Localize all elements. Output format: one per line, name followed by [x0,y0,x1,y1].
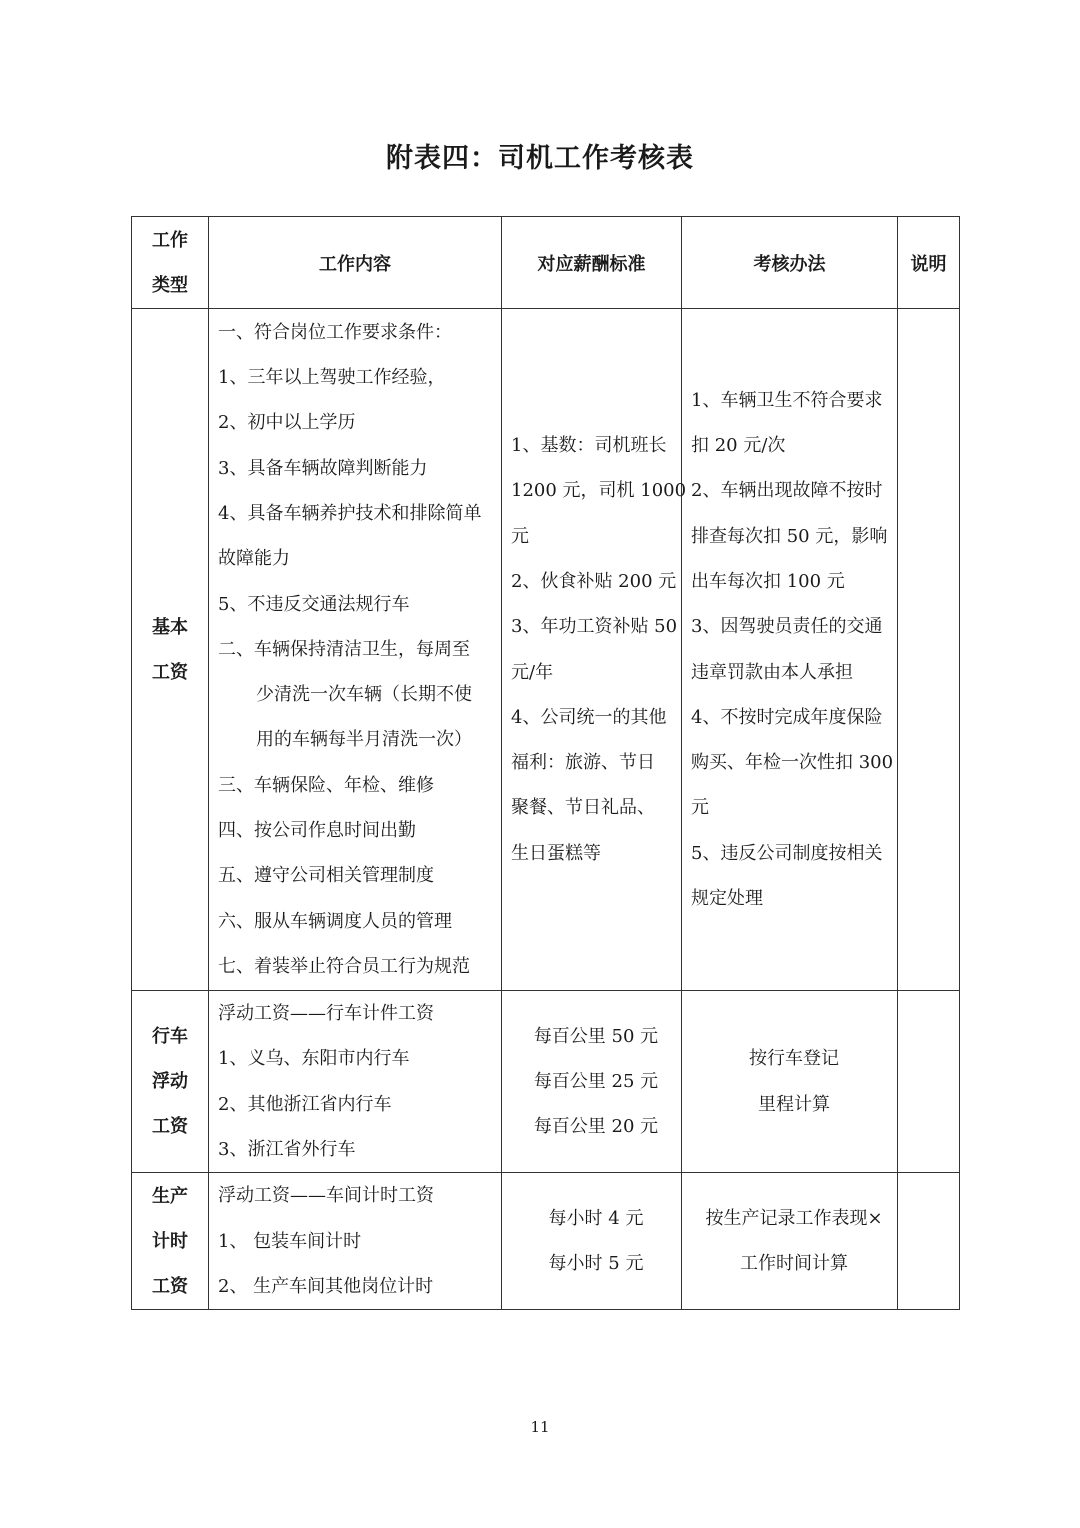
content-line: 2、 生产车间其他岗位计时 [218,1275,434,1297]
content-line: 5、不违反交通法规行车 [218,593,410,615]
content-line: 少清洗一次车辆（长期不使 [256,684,472,706]
type-label-line: 工资 [152,661,188,683]
salary-line: 元/年 [511,661,554,683]
type-label-line: 计时 [152,1230,188,1252]
type-cell [132,1173,209,1310]
method-cell [682,1173,898,1310]
method-line: 1、车辆卫生不符合要求 [691,389,883,411]
content-line: 浮动工资——车间计时工资 [218,1185,434,1207]
content-line: 3、具备车辆故障判断能力 [218,457,428,479]
method-line: 元 [691,797,709,819]
table-row [132,1173,960,1310]
method-line: 购买、年检一次性扣 300 [691,752,894,774]
type-label-line: 生产 [152,1185,188,1207]
salary-line: 1200 元，司机 1000 [511,480,687,502]
salary-line: 每百公里 20 元 [533,1116,659,1138]
salary-line: 4、公司统一的其他 [511,706,667,728]
type-cell [132,991,209,1173]
method-line: 里程计算 [758,1093,830,1115]
salary-line: 1、基数：司机班长 [511,435,667,457]
note-cell [898,309,960,991]
salary-line: 每小时 5 元 [548,1253,644,1275]
method-line: 按生产记录工作表现× [705,1207,883,1229]
method-line: 4、不按时完成年度保险 [691,706,883,728]
salary-cell [502,1173,682,1310]
header-method: 考核办法 [682,217,898,309]
header-row [132,217,960,309]
page-number: 11 [530,1418,550,1436]
method-line: 违章罚款由本人承担 [691,661,853,683]
content-line: 五、遵守公司相关管理制度 [218,865,434,887]
note-cell [898,991,960,1173]
method-line: 出车每次扣 100 元 [691,570,845,592]
header-type-line1: 工作 [152,229,188,251]
type-label-line: 工资 [152,1275,188,1297]
salary-line: 2、伙食补贴 200 元 [511,570,677,592]
method-line: 扣 20 元/次 [691,435,786,457]
note-cell [898,1173,960,1310]
type-label-line: 浮动 [152,1071,188,1093]
table-row [132,309,960,991]
content-line: 1、 包装车间计时 [218,1230,362,1252]
header-type-line2: 类型 [152,274,188,296]
content-line: 三、车辆保险、年检、维修 [218,774,434,796]
type-label-line: 基本 [152,616,188,638]
salary-line: 聚餐、节日礼品、 [511,797,655,819]
method-cell [682,991,898,1173]
salary-line: 生日蛋糕等 [511,842,601,864]
content-line: 2、其他浙江省内行车 [218,1093,392,1115]
assessment-table [131,216,960,1310]
header-salary: 对应薪酬标准 [502,217,682,309]
content-line: 四、按公司作息时间出勤 [218,820,416,842]
content-line: 二、车辆保持清洁卫生，每周至 [218,638,470,660]
content-line: 浮动工资——行车计件工资 [218,1003,434,1024]
salary-cell [502,991,682,1173]
method-line: 排查每次扣 50 元，影响 [691,525,888,547]
table-row [132,991,960,1173]
type-cell [132,309,209,991]
method-line: 5、违反公司制度按相关 [691,842,883,864]
method-line: 2、车辆出现故障不按时 [691,480,883,502]
content-line: 3、浙江省外行车 [218,1138,356,1160]
content-line: 六、服从车辆调度人员的管理 [218,910,452,932]
salary-line: 3、年功工资补贴 50 [511,616,678,638]
content-cell [209,309,502,991]
header-type [132,217,209,309]
type-label-line: 行车 [152,1026,188,1048]
method-line: 规定处理 [691,887,763,909]
salary-line: 每百公里 25 元 [533,1070,659,1092]
content-cell [209,991,502,1173]
method-line: 3、因驾驶员责任的交通 [691,616,883,638]
method-line: 按行车登记 [749,1048,839,1070]
header-note: 说明 [898,217,960,309]
salary-line: 福利：旅游、节日 [511,752,655,774]
content-line: 一、符合岗位工作要求条件： [218,321,452,343]
salary-line: 元 [511,525,529,547]
content-line: 1、义乌、东阳市内行车 [218,1048,410,1070]
content-line: 七、着装举止符合员工行为规范 [218,955,470,977]
salary-line: 每百公里 50 元 [533,1025,659,1047]
content-line: 4、具备车辆养护技术和排除简单 [218,502,482,524]
header-content: 工作内容 [209,217,502,309]
type-label-line: 工资 [152,1116,188,1138]
salary-cell [502,309,687,991]
content-line: 故障能力 [218,548,290,570]
salary-line: 每小时 4 元 [548,1207,644,1229]
content-line: 1、三年以上驾驶工作经验， [218,367,446,389]
method-line: 工作时间计算 [740,1253,848,1275]
method-cell [682,309,898,991]
content-cell [209,1173,502,1310]
content-line: 用的车辆每半月清洗一次） [256,729,472,751]
page-title: 附表四：司机工作考核表 [386,143,694,174]
content-line: 2、初中以上学历 [218,412,356,434]
